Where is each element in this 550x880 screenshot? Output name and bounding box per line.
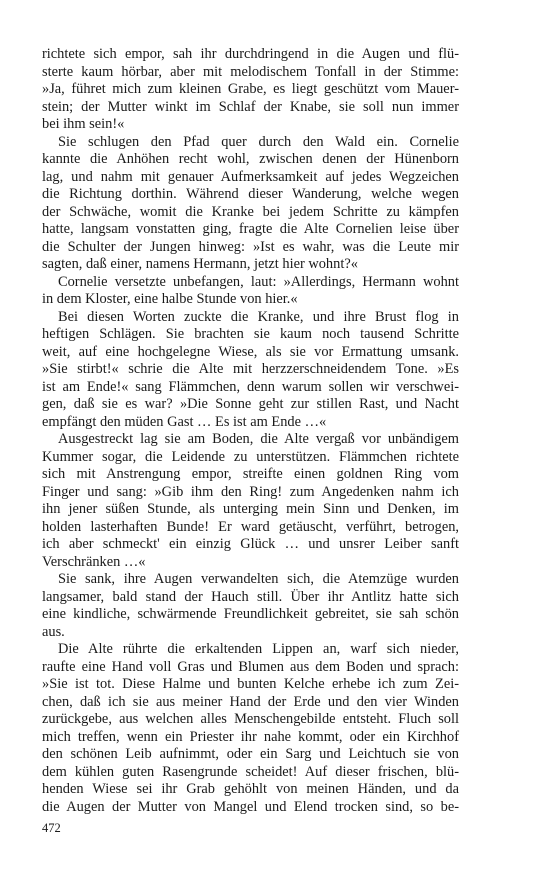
text-line: Cornelie versetzte unbefangen, laut: »Allerdings, Hermann wohnt (58, 273, 459, 290)
text-line: Ausgestreckt lag sie am Boden, die Alte vergaß vor unbändigem (58, 431, 459, 447)
text-line: weit, auf eine hochgelegne Wiese, als sie vor Ermattung umsank. (42, 343, 459, 360)
text-line: raufte eine Hand voll Gras und Blumen aus dem Boden und sprach: (42, 658, 459, 675)
text-line: der Schwäche, womit die Kranke bei jedem Schritte zu kämpfen (42, 203, 459, 220)
text-line: hatte, langsam vonstatten ging, fragte die Alte Cornelien leise über (42, 221, 459, 237)
text-line: ist am Ende!« sang Flämmchen, denn warum sollen wir verschwei- (42, 378, 459, 395)
text-line: sagten, daß einer, namens Hermann, jetzt hier wohnt?« (42, 256, 358, 272)
text-line: kannte die Anhöhen recht wohl, zwischen denen der Hünenborn (42, 151, 459, 167)
text-line: ihn jener süßen Stunde, als unterging mein Sinn und Denken, im (42, 501, 459, 517)
text-line: henden Wiese sei ihr Grab gehöhlt von meinen Händen, und da (42, 781, 459, 797)
text-line: sterte kaum hörbar, aber mit melodischem Tonfall in der Stimme: (42, 63, 459, 80)
text-line: Die Alte rührte die erkaltenden Lippen an, warf sich nieder, (58, 641, 459, 657)
text-line: die Augen der Mutter von Mangel und Elend trocken sind, so be- (42, 798, 459, 815)
text-line: eine kindliche, schwärmende Freundlichkeit gebreitet, sie sah schön (42, 606, 459, 622)
text-line: den schönen Leib aufnimmt, oder ein Sarg und Leichtuch sie von (42, 746, 459, 762)
body-text (42, 46, 459, 816)
text-line: Finger und sang: »Gib ihm den Ring! zum Angedenken nahm ich (42, 483, 459, 500)
text-line: zurückgebe, aus welchen alles Menschengebilde entsteht. Fluch soll (42, 711, 459, 727)
page-number: 472 (42, 821, 61, 835)
text-line: langsamer, bald stand der Hauch still. Über ihr Antlitz hatte sich (42, 588, 459, 605)
text-line: aus. (42, 623, 65, 640)
text-line: Sie schlugen den Pfad quer durch den Wald ein. Cornelie (58, 133, 459, 150)
text-line: stein; der Mutter winkt im Schlaf der Knabe, sie soll nun immer (42, 98, 459, 115)
text-line: empfängt den müden Gast … Es ist am Ende …« (42, 413, 327, 430)
text-line: »Sie ist tot. Diese Halme und bunten Kelche erhebe ich zum Zei- (42, 676, 459, 692)
text-line: lag, und nahm mit genauer Aufmerksamkeit auf jedes Wegzeichen (42, 168, 459, 185)
text-line: die Richtung dorthin. Während dieser Wanderung, welche wegen (42, 186, 459, 202)
text-line: Verschränken …« (42, 553, 146, 570)
text-line: die Schulter der Jungen hinweg: »Ist es wahr, was die Leute mir (42, 238, 459, 255)
text-line: »Ja, führet mich zum kleinen Grabe, es liegt geschützt vom Mauer- (42, 81, 459, 97)
text-line: dem kühlen guten Rasengrunde scheidet! Auf dieser frischen, blü- (42, 763, 459, 780)
text-line: sich mit Anstrengung empor, streifte einen goldnen Ring vom (42, 466, 459, 482)
text-line: »Sie stirbt!« schrie die Alte mit herzzerschneidendem Tone. »Es (42, 361, 459, 377)
text-line: bei ihm sein!« (42, 116, 125, 132)
text-line: ich aber schmeckt' ein einzig Glück … und unsrer Leiber sanft (42, 536, 459, 552)
text-line: in dem Kloster, eine halbe Stunde von hier.« (42, 291, 298, 307)
text-line: heftigen Schlägen. Sie brachten sie kaum noch tausend Schritte (42, 326, 459, 342)
text-line: Sie sank, ihre Augen verwandelten sich, die Atemzüge wurden (58, 571, 459, 587)
text-line: Kummer sogar, die Leidende zu unterstützen. Flämmchen richtete (42, 448, 459, 465)
text-line: mich treffen, wenn ein Priester ihr nahe kommt, oder ein Kirchhof (42, 728, 459, 745)
text-line: Bei diesen Worten zuckte die Kranke, und ihre Brust flog in (58, 308, 459, 325)
text-line: gen, daß sie es war? »Die Sonne geht zur stillen Rast, und Nacht (42, 396, 459, 412)
text-line: richtete sich empor, sah ihr durchdringend in die Augen und flü- (42, 46, 459, 62)
text-line: chen, daß ich sie aus meiner Hand der Erde und den vier Winden (42, 693, 459, 710)
text-line: holden lasterhaften Bunde! Er ward getäuscht, verführt, betrogen, (42, 518, 459, 535)
